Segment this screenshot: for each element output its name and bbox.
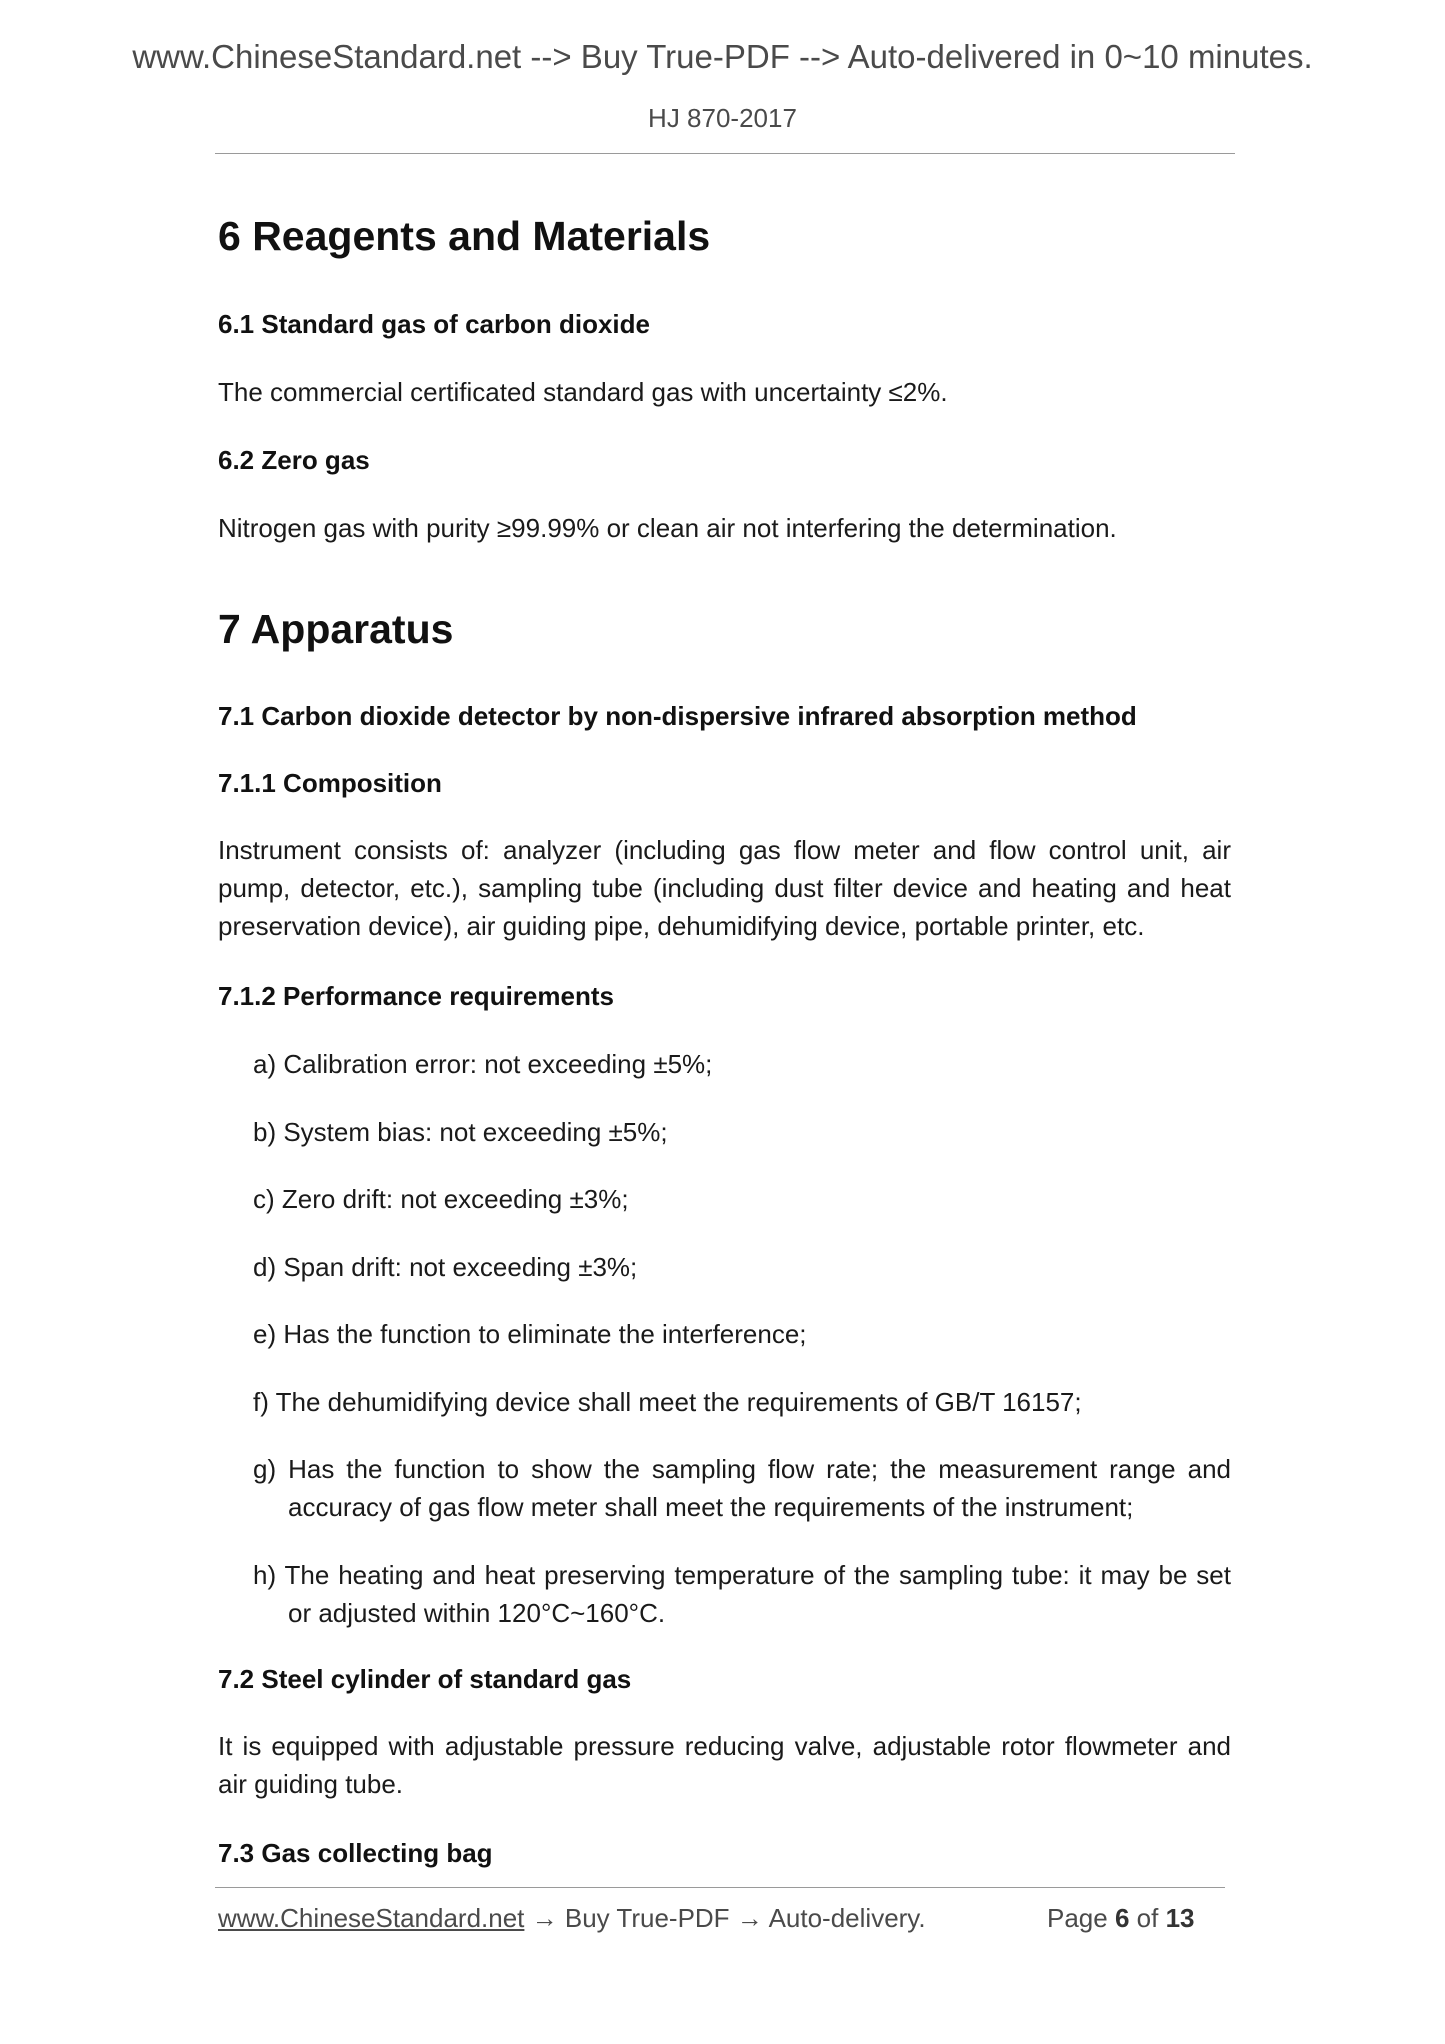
current-page-number: 6 <box>1114 1903 1130 1933</box>
section-7-2-heading: 7.2 Steel cylinder of standard gas <box>218 1664 632 1694</box>
total-pages-number: 13 <box>1165 1903 1195 1933</box>
page-indicator <box>1047 1903 1195 1934</box>
section-7-3-heading: 7.3 Gas collecting bag <box>218 1838 493 1868</box>
footer-divider <box>215 1887 1225 1888</box>
document-id: HJ 870-2017 <box>648 103 797 133</box>
header-divider <box>215 153 1235 154</box>
section-6-2-text: Nitrogen gas with purity ≥99.99% or clean air not interfering the determination. <box>218 513 1117 543</box>
site-banner: www.ChineseStandard.net --> Buy True-PDF --> Auto-delivered in 0~10 minutes. <box>132 38 1313 75</box>
requirement-item-a: a) Calibration error: not exceeding ±5%; <box>253 1049 713 1079</box>
requirement-item-g: g) Has the function to show the sampling flow rate; the measurement range and accuracy of gas flow meter shall meet the requirements of the instrument; <box>253 1454 1231 1522</box>
requirement-item-f: f) The dehumidifying device shall meet the requirements of GB/T 16157; <box>253 1387 1082 1417</box>
of-label: of <box>1136 1903 1159 1933</box>
section-6-1-heading: 6.1 Standard gas of carbon dioxide <box>218 309 650 339</box>
requirement-item-e: e) Has the function to eliminate the interference; <box>253 1319 807 1349</box>
section-6-heading: 6 Reagents and Materials <box>218 213 711 259</box>
section-7-2-text: It is equipped with adjustable pressure reducing valve, adjustable rotor flowmeter and air guiding tube. <box>218 1731 1231 1799</box>
footer-site-link[interactable]: www.ChineseStandard.net <box>218 1903 525 1933</box>
requirement-item-b: b) System bias: not exceeding ±5%; <box>253 1117 668 1147</box>
footer-tagline: → Buy True-PDF → Auto-delivery. <box>524 1903 926 1933</box>
requirement-item-h: h) The heating and heat preserving temperature of the sampling tube: it may be set or adjusted within 120°C~160°C. <box>253 1560 1231 1628</box>
requirement-item-c: c) Zero drift: not exceeding ±3%; <box>253 1184 629 1214</box>
section-7-1-2-heading: 7.1.2 Performance requirements <box>218 981 614 1011</box>
section-7-1-1-text: Instrument consists of: analyzer (including gas flow meter and flow control unit, air pump, detector, etc.), sampling tube (including dust filter device and heating and heat preservation device), air guiding pipe, dehumidifying device, portable printer, etc. <box>218 835 1231 941</box>
section-7-heading: 7 Apparatus <box>218 606 454 652</box>
section-7-1-1-heading: 7.1.1 Composition <box>218 768 442 798</box>
page-label: Page <box>1047 1903 1108 1933</box>
section-6-1-text: The commercial certificated standard gas with uncertainty ≤2%. <box>218 377 948 407</box>
footer-promo <box>218 1903 926 1934</box>
requirement-item-d: d) Span drift: not exceeding ±3%; <box>253 1252 638 1282</box>
section-7-1-heading: 7.1 Carbon dioxide detector by non-dispersive infrared absorption method <box>218 701 1137 731</box>
section-6-2-heading: 6.2 Zero gas <box>218 445 370 475</box>
